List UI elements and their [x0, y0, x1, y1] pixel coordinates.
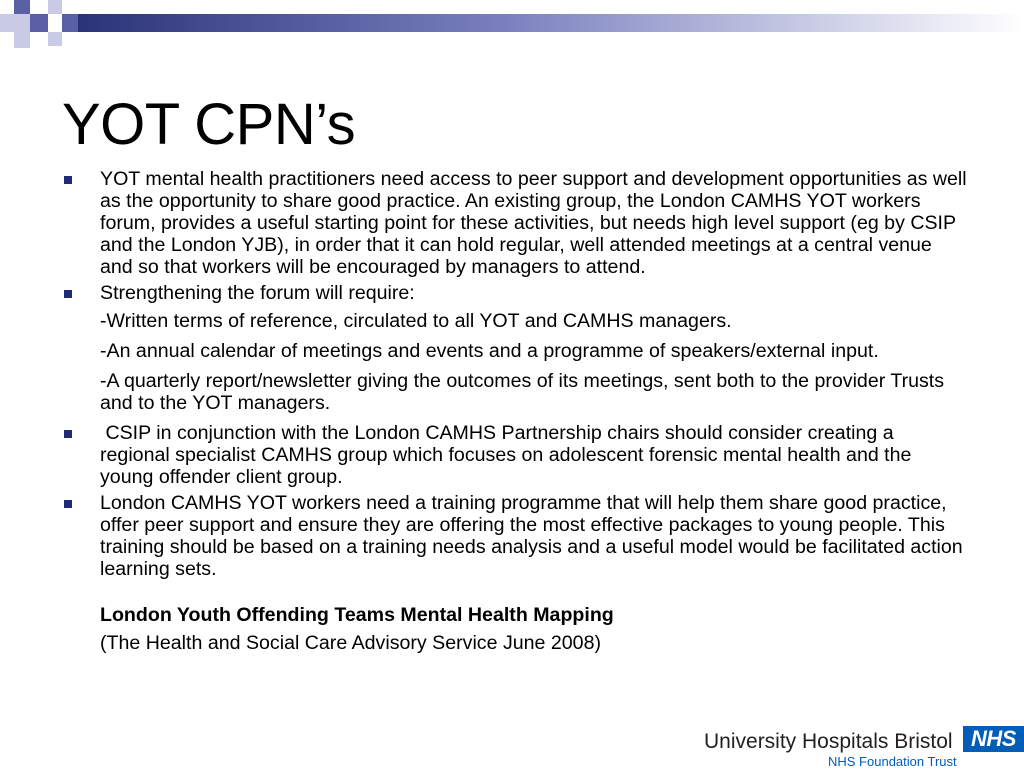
- nhs-logo-icon: NHS: [963, 726, 1024, 752]
- decor-square: [48, 32, 62, 46]
- decor-square: [0, 14, 30, 32]
- decor-square: [62, 14, 78, 32]
- sub-item: -Written terms of reference, circulated to all YOT and CAMHS managers.: [100, 310, 732, 332]
- bullet-item: [62, 282, 967, 304]
- logo-name: University Hospitals Bristol: [704, 730, 953, 753]
- bullet-item: [62, 492, 967, 580]
- logo-subtitle: NHS Foundation Trust: [828, 754, 957, 769]
- sub-item: -An annual calendar of meetings and events and a programme of speakers/external input.: [100, 340, 879, 362]
- bullet-text: CSIP in conjunction with the London CAMHS Partnership chairs should consider creating a regional specialist CAMHS group which focuses on adolescent forensic mental health and the young offender client group.: [100, 422, 917, 488]
- decor-square: [48, 0, 62, 14]
- square-bullet-icon: [64, 290, 72, 298]
- bullet-text: Strengthening the forum will require:: [100, 282, 415, 304]
- square-bullet-icon: [64, 176, 72, 184]
- bullet-text: YOT mental health practitioners need access to peer support and development opportunities as well as the opportunity to share good practice. An existing group, the London CAMHS YOT workers forum, provides a useful starting point for these activities, but needs high level support (eg by CSIP and the London YJB), in order that it can hold regular, well attended meetings at a central venue and so that workers will be encouraged by managers to attend.: [100, 168, 967, 278]
- bullet-item: [62, 422, 967, 488]
- bullet-text: London CAMHS YOT workers need a training programme that will help them share good practice, offer peer support and ensure they are offering the most effective packages to young people. This training should be based on a training needs analysis and a useful model would be facilitated action learning sets.: [100, 492, 963, 580]
- header-gradient-bar: [78, 14, 1024, 32]
- decor-square: [14, 0, 30, 14]
- sub-item: -A quarterly report/newsletter giving the outcomes of its meetings, sent both to the provider Trusts and to the YOT managers.: [100, 370, 945, 414]
- square-bullet-icon: [64, 430, 72, 438]
- trust-logo: [704, 726, 1024, 768]
- slide-body: [62, 168, 967, 654]
- decor-square: [30, 14, 48, 32]
- decor-square: [14, 32, 30, 48]
- slide-title: YOT CPN’s: [62, 92, 356, 157]
- bullet-item: [62, 168, 967, 278]
- reference-source: (The Health and Social Care Advisory Service June 2008): [100, 632, 601, 654]
- reference-title: London Youth Offending Teams Mental Health Mapping: [100, 604, 614, 626]
- square-bullet-icon: [64, 500, 72, 508]
